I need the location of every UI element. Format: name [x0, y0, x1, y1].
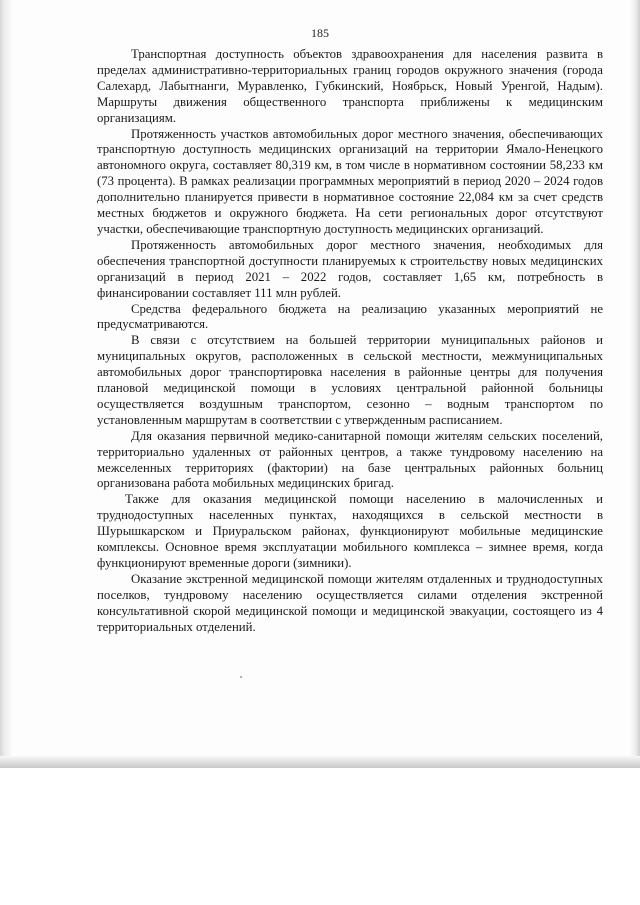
page-number: 185: [311, 26, 329, 40]
paragraph-mobile-brigades: Для оказания первичной медико-санитарной помощи жителям сельских поселений, территориально удаленных от районных центров, а также тундровому населению на межселенных территориях (фактории) на базе центральных районных больниц организована работа мобильных медицинских бригад.: [97, 428, 603, 491]
scan-edge-right: [630, 0, 640, 768]
paragraph-mobile-complexes: Также для оказания медицинской помощи населению в малочисленных и труднодоступных населенных пунктах, находящихся в сельской местности в Шурышкарском и Приуральском районах, функционируют мобильные медицинские комплексы. Основное время эксплуатации мобильного комплекса – зимнее время, когда функционируют временные дороги (зимники).: [97, 492, 603, 570]
scan-edge-bottom: [0, 756, 640, 768]
paragraph-air-water-transport: В связи с отсутствием на большей территории муниципальных районов и муниципальных округов, расположенных в сельской местности, межмуниципальных автомобильных дорог транспортировка населения в районные центры для получения плановой медицинской помощи в условиях центральной районной больницы осуществляется воздушным транспортом, сезонно – водным транспортом по установленным маршрутам в соответствии с утвержденным расписанием.: [97, 333, 603, 427]
paragraph-emergency-care: Оказание экстренной медицинской помощи жителям отдаленных и труднодоступных поселков, тундровому населению осуществляется силами отделения экстренной консультативной скорой медицинской помощи и медицинской эвакуации, состоящего из 4 территориальных отделений.: [97, 571, 603, 634]
paragraph-transport-accessibility: Транспортная доступность объектов здравоохранения для населения развита в пределах административно-территориальных границ городов окружного значения (города Салехард, Лабытнанги, Муравленко, Губкинский, Ноябрьск, Новый Уренгой, Надым). Маршруты движения общественного транспорта приближены к медицинским организациям.: [97, 47, 603, 125]
scan-edge-left: [0, 0, 12, 768]
paragraph-new-roads-requirement: Протяженность автомобильных дорог местного значения, необходимых для обеспечения транспортной доступности планируемых к строительству новых медицинских организаций в период 2021 – 2022 годов, составляет 1,65 км, потребность в финансировании составляет 111 млн рублей.: [97, 237, 603, 300]
paragraph-local-roads-length: Протяженность участков автомобильных дорог местного значения, обеспечивающих транспортную доступность медицинских организаций на территории Ямало-Ненецкого автономного округа, составляет 80,319 км, в том числе в нормативном состоянии 58,233 км (73 процента). В рамках реализации программных мероприятий в период 2020 – 2024 годов дополнительно планируется привести в нормативное состояние 22,084 км за счет средств местных бюджетов и окружного бюджета. На сети региональных дорог отсутствуют участки, обеспечивающие транспортную доступность медицинских организаций.: [97, 126, 603, 236]
document-body: [97, 47, 603, 636]
scan-speck: [240, 676, 242, 678]
paragraph-federal-budget: Средства федерального бюджета на реализацию указанных мероприятий не предусматриваются.: [97, 301, 603, 332]
